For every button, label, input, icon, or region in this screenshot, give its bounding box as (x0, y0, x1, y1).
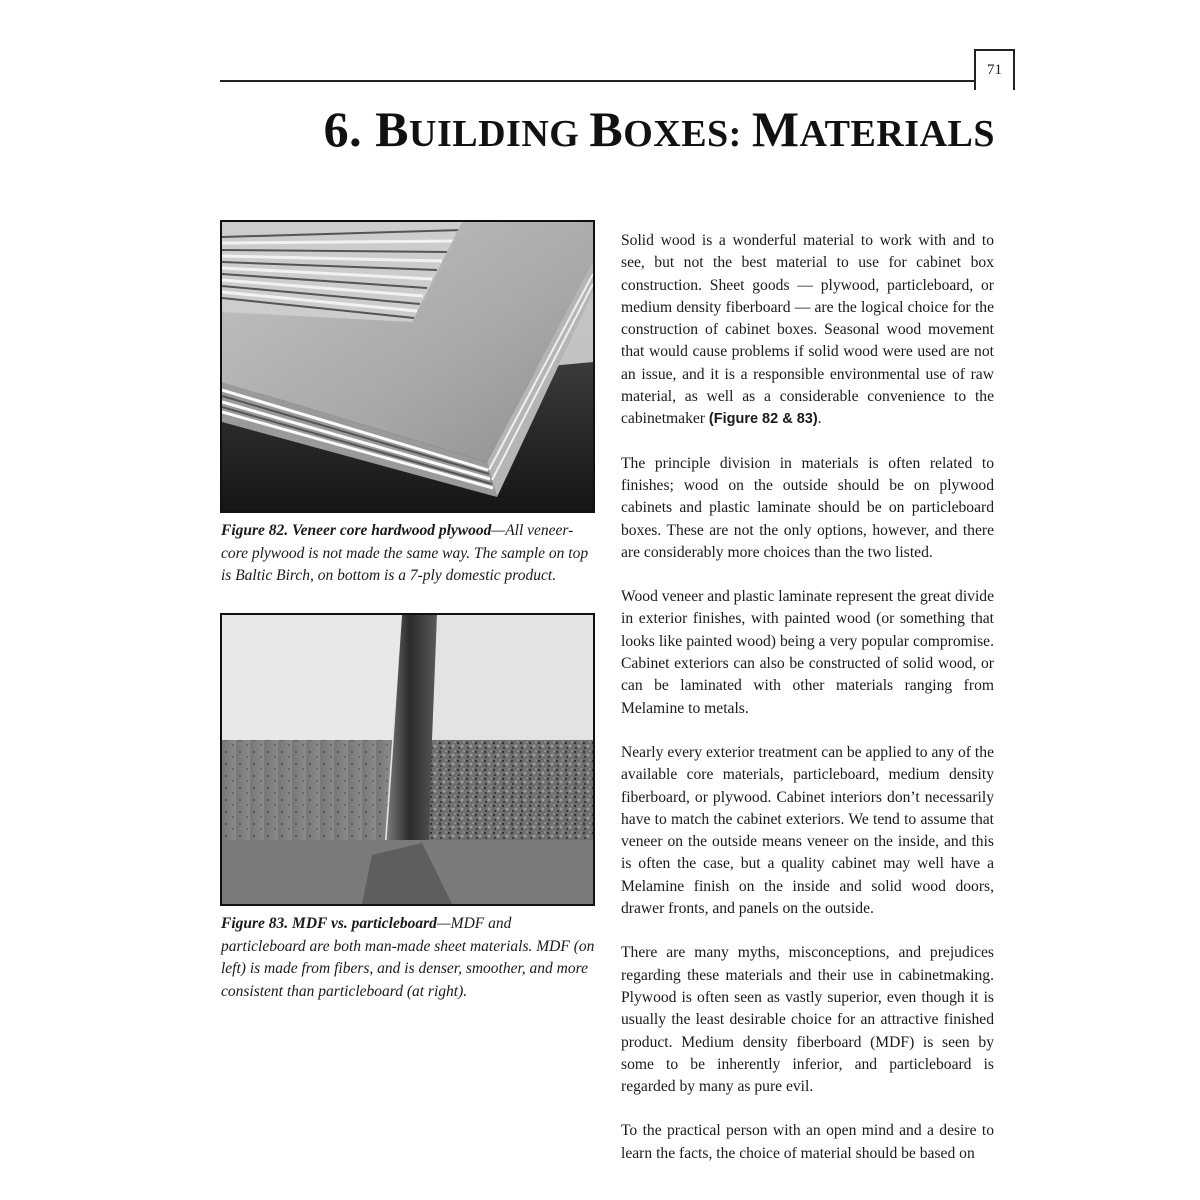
page-number-text: 71 (987, 62, 1002, 78)
body-paragraph: The principle division in materials is often related to finishes; wood on the outside should be on plywood cabinets and plastic laminate should be on particleboard boxes. These are not the only options, however, and there are considerably more choices than the two listed. (621, 454, 994, 561)
figure-82-label: Figure 82. Veneer core hardwood plywood (221, 522, 492, 539)
chapter-title: 6. BUILDING BOXES: MATERIALS (323, 101, 995, 157)
body-paragraph: Wood veneer and plastic laminate represent the great divide in exterior finishes, with painted wood (or something that looks like painted wood) being a very popular compromise. Cabinet exteriors can also be constructed of solid wood, or can be laminated with other materials ranging from Melamine to metals. (621, 588, 994, 717)
body-text-column (621, 230, 994, 1187)
figure-83-caption (221, 913, 597, 1003)
body-paragraph: To the practical person with an open mind and a desire to learn the facts, the choice of material should be based on (621, 1122, 994, 1162)
header-rule (220, 80, 974, 82)
figure-83-text: —MDF and particleboard are both man-made sheet materials. MDF (on left) is made from fibers, and is denser, smoother, and more consistent than particleboard (at right). (221, 915, 595, 1000)
figure-83-label: Figure 83. MDF vs. particleboard (221, 915, 437, 932)
figure-82-caption (221, 520, 597, 588)
figure-reference: (Figure 82 & 83) (708, 411, 818, 428)
body-paragraph: Solid wood is a wonderful material to work with and to see, but not the best material to use for cabinet box construction. Sheet goods — plywood, particleboard, or medium density fiberboard — are the logical choice for the construction of cabinet boxes. Seasonal wood movement that would cause problems if solid wood were used are not an issue, and it is a responsible environmental use of raw material, as well as a considerable convenience to the cabinetmaker (Figure 82 & 83). (621, 232, 994, 428)
figure-82-text: —All veneer-core plywood is not made the same way. The sample on top is Baltic Birch, on bottom is a 7-ply domestic product. (221, 522, 589, 584)
body-paragraph: Nearly every exterior treatment can be applied to any of the available core materials, particleboard, medium density fiberboard, or plywood. Cabinet interiors don’t necessarily have to match the cabinet exteriors. We tend to assume that veneer on the outside means veneer on the inside, and this is often the case, but a quality cabinet may well have a Melamine finish on the inside and solid wood doors, drawer fronts, and panels on the outside. (621, 743, 994, 918)
figure-83-photo (220, 613, 595, 906)
body-paragraph: There are many myths, misconceptions, and prejudices regarding these materials and their use in cabinetmaking. Plywood is often seen as vastly superior, even though it is usually the least desirable choice for an attractive finished product. Medium density fiberboard (MDF) is seen by some to be inherently inferior, and particleboard is regarded by many as pure evil. (621, 944, 994, 1096)
figure-82-photo (220, 220, 595, 513)
page-number (974, 49, 1015, 90)
